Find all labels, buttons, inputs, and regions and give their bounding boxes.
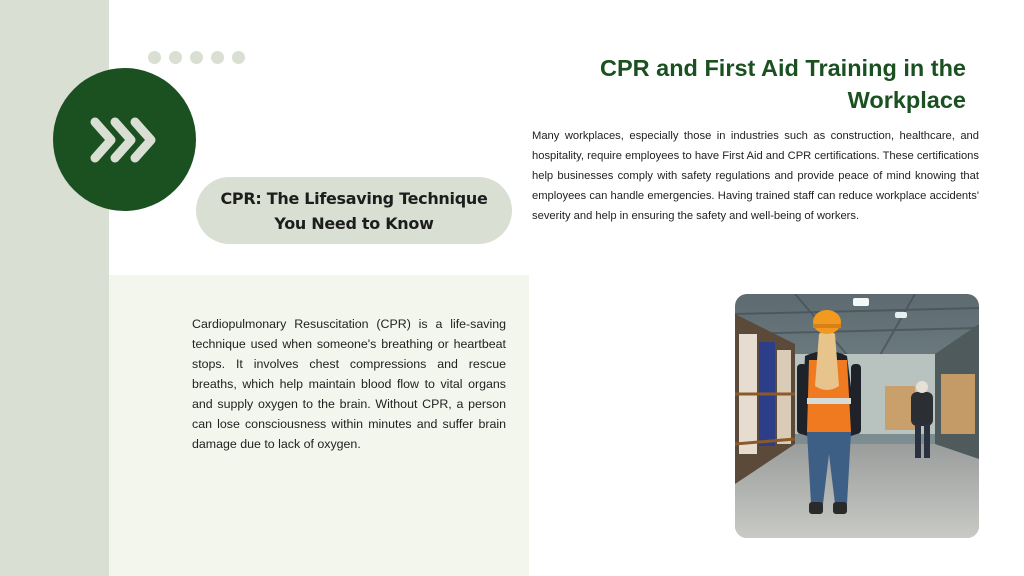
triple-chevron-right-icon [89, 115, 161, 165]
dot [190, 51, 203, 64]
dot [232, 51, 245, 64]
cpr-paragraph: Cardiopulmonary Resuscitation (CPR) is a life-saving technique used when someone's breathing or heartbeat stops. It involves chest compressions and rescue breaths, which help maintain blood flow to vital organs and supply oxygen to the brain. Without CPR, a person can lose consciousness within minutes and suffer brain damage due to lack of oxygen. [192, 317, 506, 451]
dot [169, 51, 182, 64]
subtitle-text: CPR: The Lifesaving Technique You Need to Know [220, 188, 488, 233]
dot [211, 51, 224, 64]
subtitle-badge [196, 177, 512, 244]
warehouse-photo [735, 294, 979, 538]
dot [148, 51, 161, 64]
warehouse-illustration [735, 294, 979, 538]
page-title: CPR and First Aid Training in the Workplace [599, 55, 966, 113]
icon-circle [53, 68, 196, 211]
decorative-dots [148, 51, 245, 64]
workplace-paragraph: Many workplaces, especially those in industries such as construction, healthcare, and hospitality, require employees to have First Aid and CPR certifications. These certifications help businesses comply with safety regulations and provide peace of mind knowing that employees can handle emergencies. Having trained staff can reduce workplace accidents' severity and help in ensuring the safety and well-being of workers. [532, 130, 979, 222]
